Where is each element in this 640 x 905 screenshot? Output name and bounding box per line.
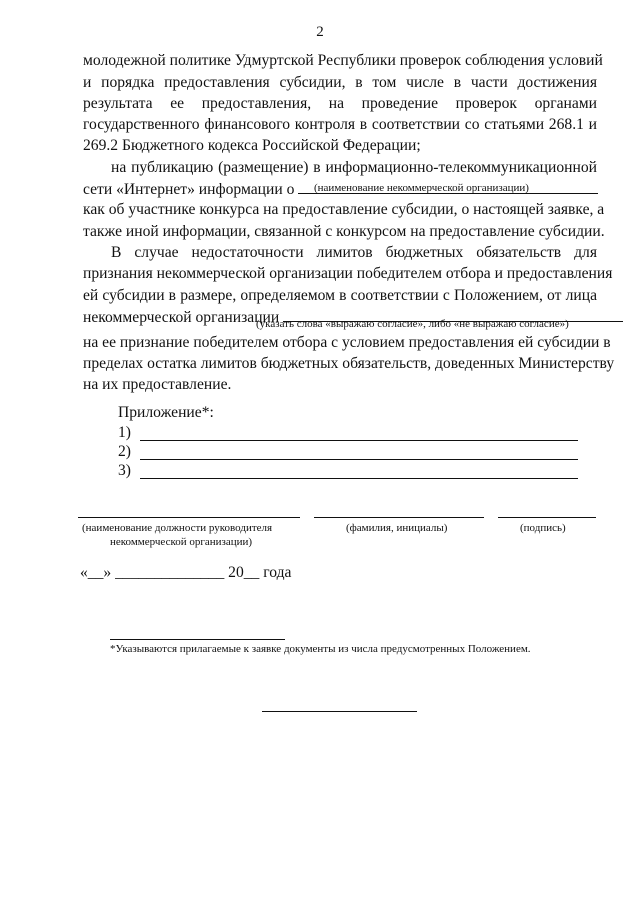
paragraph2-line-1: на публикацию (размещение) в информационно-телекоммуникационной	[111, 159, 597, 176]
sign-signature-line[interactable]	[498, 517, 596, 518]
paragraph2-line-3: как об участнике конкурса на предоставление субсидии, о настоящей заявке, а	[83, 201, 605, 218]
consent-caption: (указать слова «выражаю согласие», либо «не выражаю согласие»)	[256, 318, 569, 330]
paragraph3-line-7: на их предоставление.	[83, 376, 232, 393]
paragraph3-line-2: признания некоммерческой организации победителем отбора и предоставления	[83, 265, 613, 282]
attachment-number-3: 3)	[118, 462, 131, 479]
sign-caption: (подпись)	[520, 522, 566, 534]
attachment-line-2[interactable]	[140, 459, 578, 460]
paragraph1-line-5: 269.2 Бюджетного кодекса Российской Федерации;	[83, 137, 421, 154]
closing-rule	[262, 711, 417, 712]
paragraph3-line-1: В случае недостаточности лимитов бюджетных обязательств для	[111, 244, 597, 261]
date-day: «__»	[80, 564, 112, 581]
paragraph1-line-4: государственного финансового контроля в соответствии со статьями 268.1 и	[83, 116, 597, 133]
position-caption-line-1: (наименование должности руководителя	[82, 522, 273, 534]
paragraph1-line-2: и порядка предоставления субсидии, в том числе в части достижения	[83, 74, 597, 91]
attachment-number-2: 2)	[118, 443, 131, 460]
position-caption-line-2: некоммерческой организации)	[110, 536, 253, 548]
name-caption: (фамилия, инициалы)	[346, 522, 448, 534]
footnote-separator	[110, 639, 285, 640]
paragraph3-line-4-text: некоммерческой организации	[83, 309, 280, 326]
name-signature-line[interactable]	[314, 517, 484, 518]
paragraph3-line-6: пределах остатка лимитов бюджетных обязательств, доведенных Министерству	[83, 355, 615, 372]
page-number: 2	[316, 24, 324, 40]
organization-name-caption: (наименование некоммерческой организации)	[314, 182, 529, 194]
attachment-line-3[interactable]	[140, 478, 578, 479]
paragraph1-line-3: результата ее предоставления, на проведение проверок органами	[83, 95, 597, 112]
date-year: 20__ года	[228, 564, 292, 581]
paragraph2-line-4: также иной информации, связанной с конкурсом на предоставление субсидии.	[83, 223, 605, 240]
date-line	[80, 563, 291, 583]
paragraph1-line-1: молодежной политике Удмуртской Республики проверок соблюдения условий	[83, 52, 603, 69]
paragraph3-line-5: на ее признание победителем отбора с условием предоставления ей субсидии в	[83, 334, 611, 351]
date-month-field[interactable]: ______________	[115, 564, 225, 581]
attachment-line-1[interactable]	[140, 440, 578, 441]
position-signature-line[interactable]	[78, 517, 300, 518]
paragraph3-line-3: ей субсидии в размере, определяемом в соответствии с Положением, от лица	[83, 287, 597, 304]
footnote-text: *Указываются прилагаемые к заявке документы из числа предусмотренных Положением.	[110, 643, 531, 655]
attachments-title: Приложение*:	[118, 404, 214, 421]
paragraph2-line-2-text: сети «Интернет» информации о	[83, 181, 295, 198]
attachment-number-1: 1)	[118, 424, 131, 441]
